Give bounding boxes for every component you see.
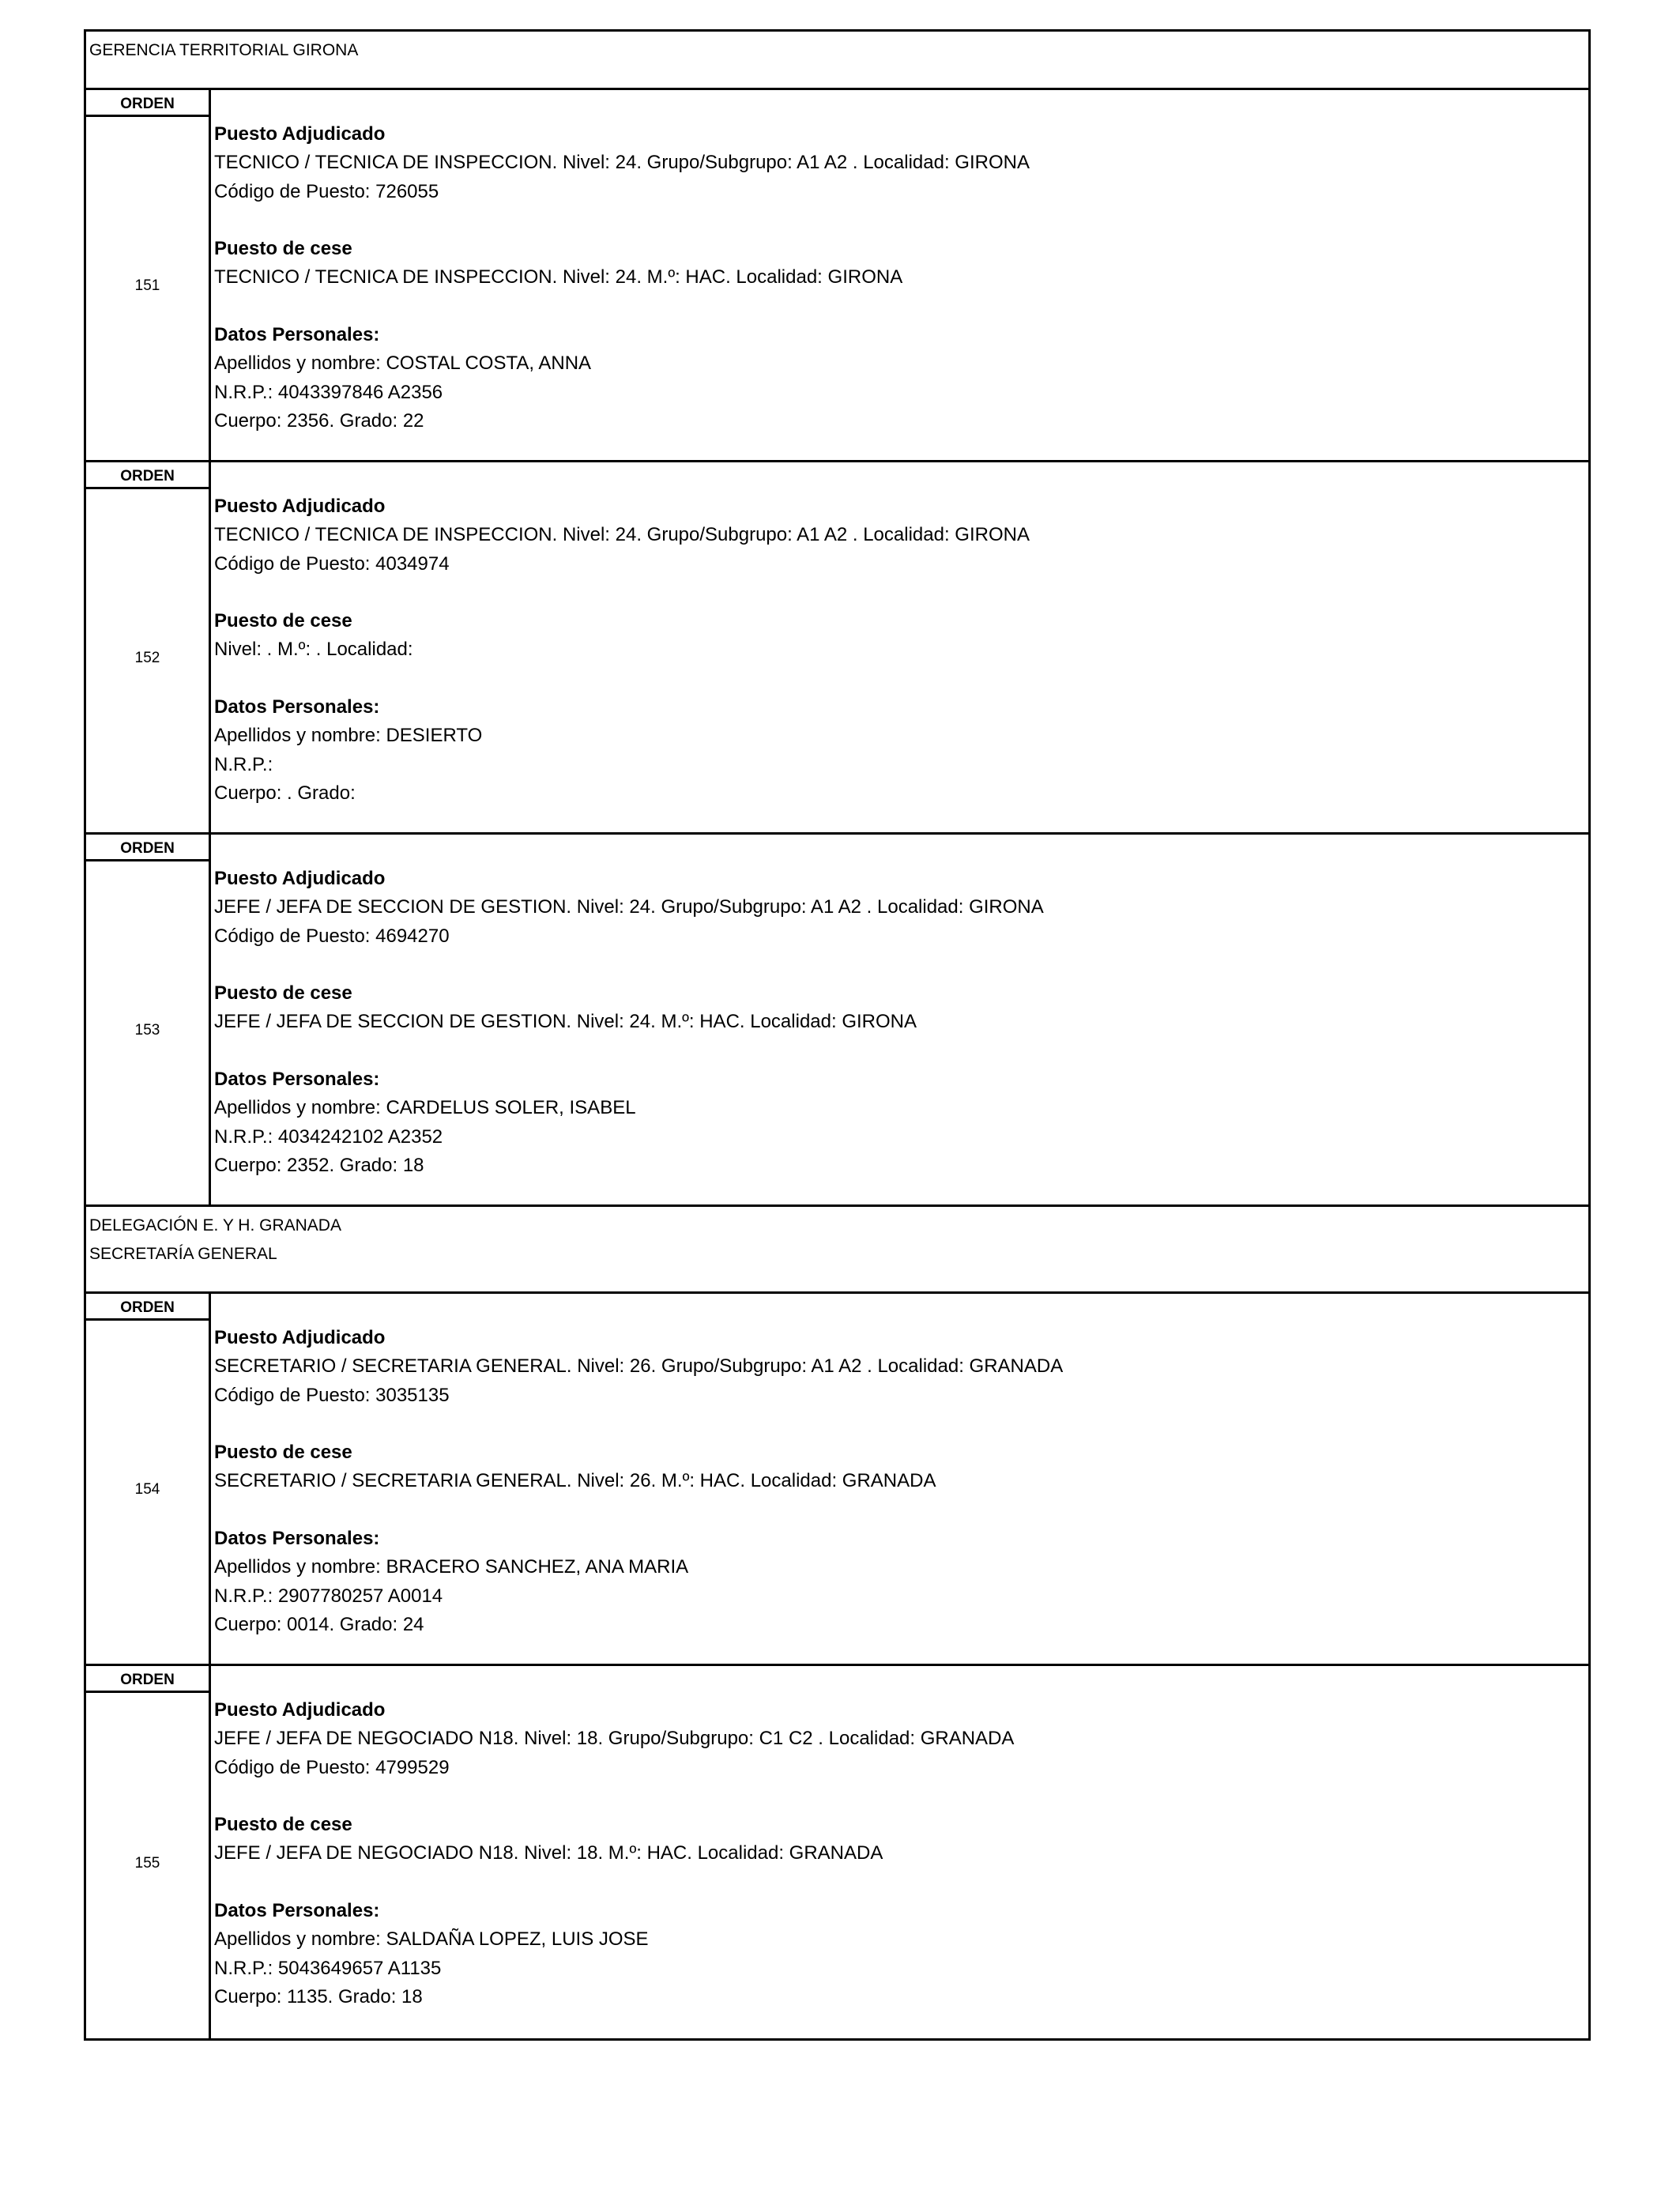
- puesto-cese-heading: Puesto de cese: [214, 1442, 352, 1464]
- apellidos-nombre: Apellidos y nombre: CARDELUS SOLER, ISABEL: [214, 1097, 636, 1119]
- apellidos-nombre: Apellidos y nombre: DESIERTO: [214, 725, 483, 747]
- cuerpo-grado: Cuerpo: 2352. Grado: 18: [214, 1154, 424, 1176]
- entry-row: [86, 1294, 1588, 1666]
- puesto-adjudicado-heading: Puesto Adjudicado: [214, 496, 386, 517]
- section-header-line: DELEGACIÓN E. Y H. GRANADA: [89, 1216, 341, 1235]
- puesto-cese-text: JEFE / JEFA DE SECCION DE GESTION. Nivel: 24. M.º: HAC. Localidad: GIRONA: [214, 1011, 917, 1033]
- puesto-adjudicado-text: JEFE / JEFA DE NEGOCIADO N18. Nivel: 18. Grupo/Subgrupo: C1 C2 . Localidad: GRANADA: [214, 1728, 1015, 1750]
- puesto-cese-text: Nivel: . M.º: . Localidad:: [214, 639, 413, 661]
- orden-cell: [86, 835, 211, 1204]
- orden-label: ORDEN: [86, 835, 209, 861]
- entry-row: [86, 90, 1588, 462]
- apellidos-nombre: Apellidos y nombre: BRACERO SANCHEZ, ANA MARIA: [214, 1556, 689, 1578]
- nrp: N.R.P.: 5043649657 A1135: [214, 1957, 442, 1979]
- puesto-adjudicado-heading: Puesto Adjudicado: [214, 1699, 386, 1721]
- codigo-puesto: Código de Puesto: 4034974: [214, 552, 450, 575]
- puesto-cese-text: TECNICO / TECNICA DE INSPECCION. Nivel: 24. M.º: HAC. Localidad: GIRONA: [214, 266, 903, 288]
- puesto-adjudicado-text: TECNICO / TECNICA DE INSPECCION. Nivel: 24. Grupo/Subgrupo: A1 A2 . Localidad: GIRONA: [214, 152, 1030, 174]
- entry-details: [211, 1294, 1588, 1664]
- codigo-puesto: Código de Puesto: 726055: [214, 180, 439, 202]
- puesto-adjudicado-text: SECRETARIO / SECRETARIA GENERAL. Nivel: 26. Grupo/Subgrupo: A1 A2 . Localidad: GRANADA: [214, 1355, 1064, 1378]
- orden-number: 152: [134, 650, 160, 666]
- orden-cell: [86, 1294, 211, 1664]
- orden-number: 155: [134, 1854, 160, 1872]
- puesto-adjudicado-text: JEFE / JEFA DE SECCION DE GESTION. Nivel: 24. Grupo/Subgrupo: A1 A2 . Localidad: GIRONA: [214, 896, 1044, 918]
- puesto-adjudicado-heading: Puesto Adjudicado: [214, 1327, 386, 1348]
- cuerpo-grado: Cuerpo: . Grado:: [214, 782, 356, 804]
- entry-details: [211, 90, 1588, 460]
- cuerpo-grado: Cuerpo: 2356. Grado: 22: [214, 409, 424, 432]
- puesto-cese-heading: Puesto de cese: [214, 610, 352, 632]
- nrp: N.R.P.: 4043397846 A2356: [214, 381, 443, 403]
- assignment-table: [84, 29, 1591, 2041]
- puesto-cese-heading: Puesto de cese: [214, 1814, 352, 1836]
- entry-details: [211, 1666, 1588, 2038]
- section-header: [86, 32, 1588, 90]
- section-header-line: SECRETARÍA GENERAL: [89, 1245, 277, 1263]
- orden-cell: [86, 1666, 211, 2038]
- orden-label: ORDEN: [86, 90, 209, 117]
- puesto-cese-text: SECRETARIO / SECRETARIA GENERAL. Nivel: 26. M.º: HAC. Localidad: GRANADA: [214, 1470, 936, 1492]
- datos-personales-heading: Datos Personales:: [214, 1900, 380, 1922]
- puesto-cese-heading: Puesto de cese: [214, 238, 352, 260]
- nrp: N.R.P.: 2907780257 A0014: [214, 1585, 443, 1607]
- orden-cell: [86, 90, 211, 460]
- entry-details: [211, 462, 1588, 832]
- codigo-puesto: Código de Puesto: 4799529: [214, 1756, 450, 1778]
- entry-details: [211, 835, 1588, 1204]
- datos-personales-heading: Datos Personales:: [214, 696, 380, 718]
- orden-number: 153: [134, 1022, 160, 1039]
- nrp: N.R.P.: 4034242102 A2352: [214, 1125, 443, 1148]
- entry-row: [86, 1666, 1588, 2038]
- entry-row: [86, 462, 1588, 835]
- datos-personales-heading: Datos Personales:: [214, 324, 380, 346]
- orden-number: 151: [134, 277, 160, 294]
- datos-personales-heading: Datos Personales:: [214, 1069, 380, 1091]
- codigo-puesto: Código de Puesto: 3035135: [214, 1384, 450, 1406]
- puesto-cese-heading: Puesto de cese: [214, 982, 352, 1005]
- datos-personales-heading: Datos Personales:: [214, 1528, 380, 1550]
- cuerpo-grado: Cuerpo: 1135. Grado: 18: [214, 1985, 423, 2007]
- section-header-line: GERENCIA TERRITORIAL GIRONA: [89, 41, 359, 59]
- apellidos-nombre: Apellidos y nombre: COSTAL COSTA, ANNA: [214, 352, 592, 375]
- entry-row: [86, 835, 1588, 1207]
- codigo-puesto: Código de Puesto: 4694270: [214, 925, 450, 947]
- orden-label: ORDEN: [86, 462, 209, 489]
- puesto-adjudicado-heading: Puesto Adjudicado: [214, 123, 386, 145]
- puesto-adjudicado-text: TECNICO / TECNICA DE INSPECCION. Nivel: 24. Grupo/Subgrupo: A1 A2 . Localidad: GIRONA: [214, 524, 1030, 546]
- section-header: [86, 1207, 1588, 1294]
- apellidos-nombre: Apellidos y nombre: SALDAÑA LOPEZ, LUIS JOSE: [214, 1928, 649, 1951]
- orden-number: 154: [134, 1481, 160, 1498]
- orden-cell: [86, 462, 211, 832]
- orden-label: ORDEN: [86, 1666, 209, 1693]
- puesto-adjudicado-heading: Puesto Adjudicado: [214, 868, 386, 889]
- orden-label: ORDEN: [86, 1294, 209, 1321]
- cuerpo-grado: Cuerpo: 0014. Grado: 24: [214, 1613, 424, 1635]
- puesto-cese-text: JEFE / JEFA DE NEGOCIADO N18. Nivel: 18. M.º: HAC. Localidad: GRANADA: [214, 1842, 883, 1864]
- nrp: N.R.P.:: [214, 753, 273, 775]
